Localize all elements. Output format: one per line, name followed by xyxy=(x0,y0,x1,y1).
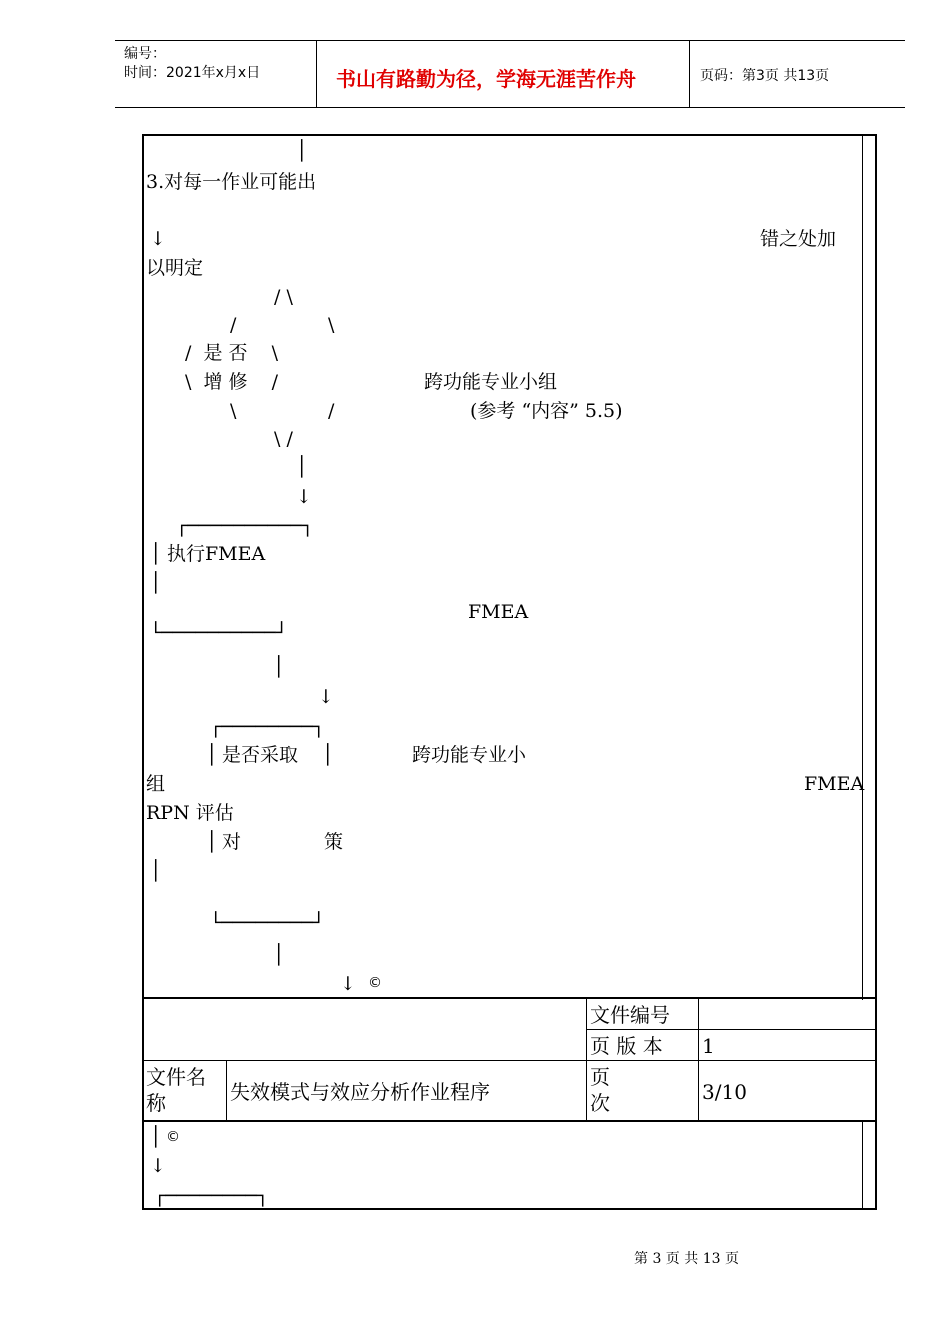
group-char: 组 xyxy=(146,773,166,795)
flow-arrow-icon: ↓ xyxy=(150,1155,166,1177)
step3-line2: 以明定 xyxy=(146,257,204,279)
box1-top-border: ┌──────────┐ xyxy=(176,515,314,537)
box2-left-border: │ xyxy=(206,831,218,853)
frame-bottom xyxy=(142,1208,877,1210)
copyright-mark: © xyxy=(166,1129,180,1145)
flow-arrow-icon: ↓ xyxy=(150,228,166,250)
team-reference: (参考 “内容” 5.5) xyxy=(470,400,623,422)
version-label: 页 版 本 xyxy=(590,1034,663,1058)
diamond-upper-left: / xyxy=(230,314,237,336)
time-label: 时间：2021年x月x日 xyxy=(124,65,261,81)
flow-arrow-icon: ↓ xyxy=(296,486,312,508)
diamond-lower-right: / xyxy=(328,400,335,422)
header-bottom-rule xyxy=(115,107,905,108)
table-rule xyxy=(144,1060,877,1061)
fmea-label: FMEA xyxy=(468,601,529,623)
box1-bottom-border: └──────────┘ xyxy=(150,622,288,644)
version-value: 1 xyxy=(702,1034,715,1058)
table-rule xyxy=(586,1029,877,1030)
box1-left-border: │ xyxy=(150,543,162,565)
page-label: 页次 xyxy=(590,1065,610,1115)
box2-top-border: ┌────────┐ xyxy=(210,716,325,738)
box1-left-border: │ xyxy=(150,572,162,594)
diamond-row-revise: \ 增 修 / xyxy=(185,371,279,393)
table-rule xyxy=(144,997,877,999)
table-col-divider xyxy=(698,998,699,1121)
motto: 书山有路勤为径，学海无涯苦作舟 xyxy=(336,67,636,91)
diamond-row-yes-no: / 是 否 \ xyxy=(185,342,279,364)
header-divider-right xyxy=(689,40,690,108)
box2-label-right: 策 xyxy=(324,831,344,853)
flow-connector: │ xyxy=(296,140,308,162)
table-col-divider xyxy=(586,998,587,1121)
box2-left-border: │ xyxy=(150,860,162,882)
frame-top xyxy=(142,134,877,136)
page-value: 3/10 xyxy=(702,1080,747,1104)
flow-connector: │ xyxy=(296,456,308,478)
copyright-mark: © xyxy=(368,975,382,991)
page-info: 页码：第3页 共13页 xyxy=(700,68,830,84)
diamond-lower-left: \ xyxy=(230,400,237,422)
page-footer: 第 3 页 共 13 页 xyxy=(634,1251,739,1267)
frame-left xyxy=(142,134,144,1210)
step3-right-text: 错之处加 xyxy=(760,228,837,250)
rpn-label: RPN 评估 xyxy=(146,802,234,824)
table-rule xyxy=(144,1120,877,1122)
flow-arrow-icon: ↓ xyxy=(340,973,356,995)
team-label-short: 跨功能专业小 xyxy=(412,744,527,766)
frame-right-inner xyxy=(862,134,863,1000)
box2-label-line1: 是否采取 xyxy=(222,744,299,766)
diamond-bottom: \ / xyxy=(274,428,293,450)
diamond-top: / \ xyxy=(274,286,293,308)
flow-connector: │ xyxy=(150,1126,162,1148)
step3-line1: 3.对每一作业可能出 xyxy=(146,171,317,193)
flow-connector: │ xyxy=(273,656,285,678)
box1-label: 执行FMEA xyxy=(167,543,266,565)
box2-right-border: │ xyxy=(322,744,334,766)
frame-right-inner-lower xyxy=(862,1122,863,1210)
header-top-rule xyxy=(115,40,905,41)
box2-label-left: 对 xyxy=(222,831,242,853)
flow-arrow-icon: ↓ xyxy=(318,686,334,708)
file-number-label: 文件编号 xyxy=(590,1003,670,1027)
box2-bottom-border: └────────┘ xyxy=(210,912,325,934)
header-divider-left xyxy=(316,40,317,108)
fmea-right-label: FMEA xyxy=(804,773,865,795)
frame-right-outer xyxy=(875,134,877,1210)
box2-left-border: │ xyxy=(206,744,218,766)
flow-connector: │ xyxy=(273,944,285,966)
next-box-top-border: ┌────────┐ xyxy=(154,1185,269,1207)
code-label: 编号： xyxy=(124,46,166,62)
table-col-divider xyxy=(226,1060,227,1121)
team-label: 跨功能专业小组 xyxy=(424,371,558,393)
file-name-label: 文件名称 xyxy=(146,1065,206,1115)
file-name-value: 失效模式与效应分析作业程序 xyxy=(230,1080,490,1104)
diamond-upper-right: \ xyxy=(328,314,335,336)
